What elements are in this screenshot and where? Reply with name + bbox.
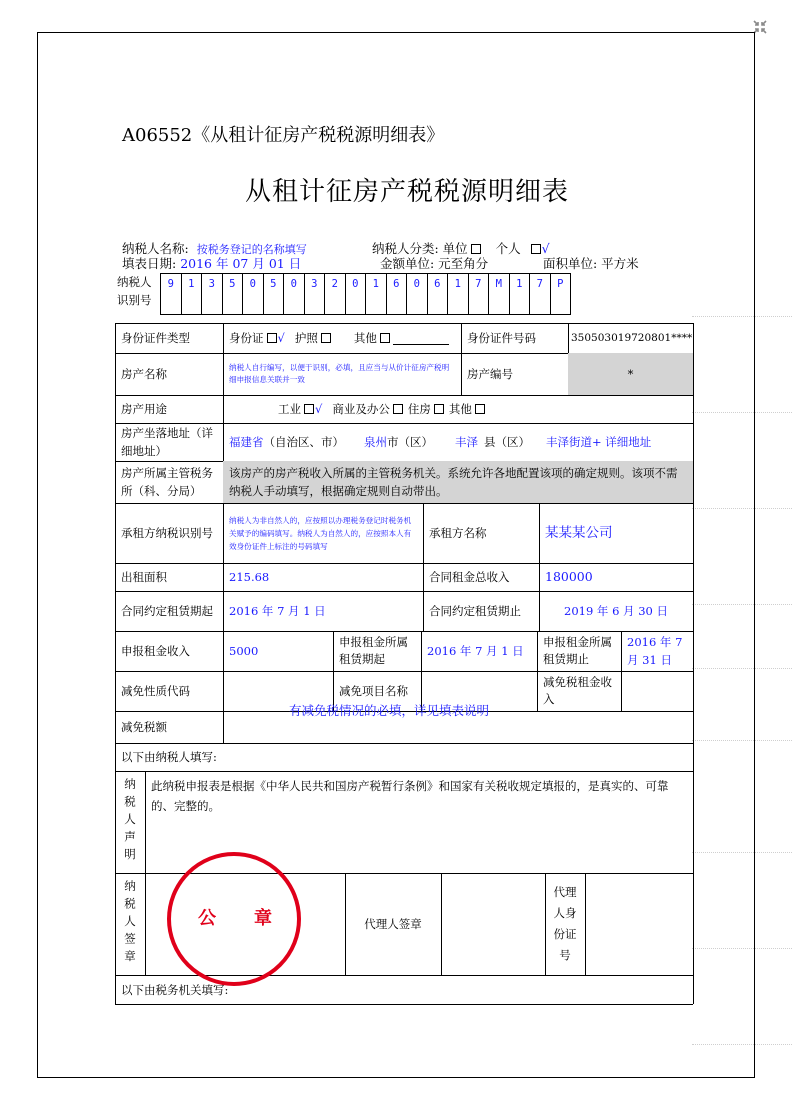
passport-label: 护照 xyxy=(294,331,318,345)
taxpayer-id-digit[interactable]: 5 xyxy=(223,274,244,314)
individual-label: 个人 xyxy=(495,241,521,256)
rent-area-value[interactable]: 215.68 xyxy=(229,570,270,584)
taxpayer-name-hint: 按税务登记的名称填写 xyxy=(196,243,307,256)
agent-id-label: 代理人身份证号 xyxy=(553,885,577,962)
fill-date-label: 填表日期: xyxy=(122,256,177,271)
other-id-label: 其他 xyxy=(353,331,377,345)
id-number-label: 身份证件号码 xyxy=(467,331,536,345)
official-stamp xyxy=(167,852,301,986)
taxpayer-type-label: 纳税人分类: 单位 xyxy=(372,241,468,256)
declared-start-label: 申报租金所属租赁期起 xyxy=(339,635,408,666)
address-county: 丰泽 xyxy=(455,435,478,449)
exempt-code-label: 减免性质代码 xyxy=(121,684,190,698)
check-mark: √ xyxy=(541,241,550,256)
contract-start-value[interactable]: 2016 年 7 月 1 日 xyxy=(229,604,326,618)
declaration-text: 此纳税申报表是根据《中华人民共和国房产税暂行条例》和国家有关税收规定填报的，是真实的、可靠的、完整的。 xyxy=(151,779,669,813)
taxpayer-id-digit[interactable]: 6 xyxy=(428,274,449,314)
property-name-label: 房产名称 xyxy=(121,367,167,381)
property-no-label: 房产编号 xyxy=(467,367,513,381)
check-mark: √ xyxy=(315,402,323,416)
signature-label-text: 纳税人签章 xyxy=(123,880,137,968)
agent-signature-area[interactable] xyxy=(441,873,545,975)
passport-checkbox[interactable] xyxy=(321,333,331,343)
page-title: 从租计征房产税税源明细表 xyxy=(244,177,569,207)
lessee-tin-hint[interactable]: 纳税人为非自然人的，应按照以办理税务登记时税务机关赋予的编码填写。纳税人为自然人的，应按照本人有效身份证件上标注的号码填写 xyxy=(229,515,412,551)
usage-industrial-checkbox[interactable] xyxy=(304,404,314,414)
taxpayer-id-digit[interactable]: 1 xyxy=(366,274,387,314)
table-rule xyxy=(693,323,694,1004)
declared-end-label: 申报租金所属租赁期止 xyxy=(543,635,612,666)
declaration-label xyxy=(115,771,145,873)
stamp-text-1: 公 xyxy=(198,908,216,929)
taxpayer-id-digit[interactable]: 0 xyxy=(284,274,305,314)
other-id-blank[interactable] xyxy=(393,332,449,345)
amount-unit: 金额单位: 元至角分 xyxy=(380,256,489,271)
exempt-note: 有减免税情况的必填，详见填表说明 xyxy=(289,703,490,718)
address-value[interactable] xyxy=(223,423,693,461)
rent-area-label: 出租面积 xyxy=(121,570,167,584)
exempt-item-label: 减免项目名称 xyxy=(339,684,408,698)
usage-label: 房产用途 xyxy=(121,402,167,416)
taxpayer-id-digit[interactable]: 3 xyxy=(202,274,223,314)
table-rule xyxy=(115,1004,693,1005)
check-mark: √ xyxy=(277,331,285,345)
address-street: 丰泽街道+ 详细地址 xyxy=(546,435,652,449)
area-unit: 面积单位: 平方米 xyxy=(543,256,639,271)
contract-start-label: 合同约定租赁期起 xyxy=(121,603,213,618)
address-county-suffix: 县（区） xyxy=(484,435,530,449)
taxpayer-id-digit[interactable]: 1 xyxy=(510,274,531,314)
address-city-suffix: 市（区） xyxy=(387,435,433,449)
tax-office-fill-label: 以下由税务机关填写: xyxy=(121,982,229,997)
taxpayer-id-label-2: 识别号 xyxy=(117,293,152,307)
exempt-rent-value[interactable] xyxy=(621,671,693,711)
taxpayer-id-digit[interactable]: M xyxy=(489,274,510,314)
lessee-name-value[interactable]: 某某某公司 xyxy=(545,525,613,541)
id-type-label: 身份证件类型 xyxy=(121,331,190,345)
contract-end-label: 合同约定租赁期止 xyxy=(429,604,521,618)
taxpayer-id-digit[interactable]: 0 xyxy=(346,274,367,314)
taxpayer-id-digit[interactable]: 9 xyxy=(161,274,182,314)
fill-date-value: 2016 年 07 月 01 日 xyxy=(180,256,302,271)
contract-total-value[interactable]: 180000 xyxy=(545,569,593,584)
lessee-name-label: 承租方名称 xyxy=(429,526,487,540)
taxpayer-id-digit[interactable]: 7 xyxy=(469,274,490,314)
taxpayer-name-label: 纳税人名称: xyxy=(122,241,189,256)
taxpayer-fill-label: 以下由纳税人填写: xyxy=(121,750,217,764)
individual-checkbox[interactable] xyxy=(531,244,541,254)
contract-end-value[interactable]: 2019 年 6 月 30 日 xyxy=(564,604,668,618)
usage-other-label: 其他 xyxy=(448,402,472,416)
property-no-value: * xyxy=(568,353,693,395)
stamp-text-2: 章 xyxy=(254,908,272,929)
declaration-label-text: 纳税人声明 xyxy=(123,778,137,866)
usage-residential-checkbox[interactable] xyxy=(434,404,444,414)
declared-rent-label: 申报租金收入 xyxy=(121,644,190,658)
lessee-tin-label: 承租方纳税识别号 xyxy=(121,526,213,540)
exempt-rent-label: 减免税租金收入 xyxy=(543,675,612,706)
taxpayer-id-digit[interactable]: 3 xyxy=(305,274,326,314)
exempt-amount-value[interactable] xyxy=(223,711,693,743)
taxpayer-id-digit[interactable]: 1 xyxy=(182,274,203,314)
tax-office-label: 房产所属主管税务所（科、分局） xyxy=(121,466,213,498)
declared-end-value[interactable]: 2016 年 7 月 31 日 xyxy=(627,635,683,667)
taxpayer-id-digit[interactable]: 0 xyxy=(243,274,264,314)
id-card-checkbox[interactable] xyxy=(267,333,277,343)
agent-signature-label: 代理人签章 xyxy=(364,917,422,931)
tax-office-note: 该房产的房产税收入所属的主管税务机关。系统允许各地配置该项的确定规则。该项不需纳税人手动填写，根据确定规则自动带出。 xyxy=(223,461,693,503)
taxpayer-id-digit[interactable]: 5 xyxy=(264,274,285,314)
signature-label xyxy=(115,873,145,975)
id-number-value[interactable]: 350503019720801**** xyxy=(571,332,693,344)
fill-date-row xyxy=(122,254,301,272)
taxpayer-id-digit[interactable]: 6 xyxy=(387,274,408,314)
usage-other-checkbox[interactable] xyxy=(475,404,485,414)
taxpayer-id-digit[interactable]: 7 xyxy=(530,274,551,314)
declared-rent-value[interactable]: 5000 xyxy=(229,644,259,658)
usage-industrial-label: 工业 xyxy=(278,402,301,416)
contract-total-label: 合同租金总收入 xyxy=(429,570,510,584)
address-region-suffix: （自治区、市） xyxy=(263,435,344,449)
declared-start-value[interactable]: 2016 年 7 月 1 日 xyxy=(427,644,524,658)
taxpayer-id-digit[interactable]: 2 xyxy=(325,274,346,314)
usage-options xyxy=(223,395,693,423)
exempt-amount-label: 减免税额 xyxy=(121,720,167,734)
taxpayer-id-digit[interactable]: 1 xyxy=(448,274,469,314)
taxpayer-id-digit[interactable]: 0 xyxy=(407,274,428,314)
id-card-label: 身份证 xyxy=(229,331,264,345)
address-label: 房产坐落地址（详细地址） xyxy=(121,426,213,458)
usage-commercial-checkbox[interactable] xyxy=(393,404,403,414)
agent-id-value[interactable] xyxy=(585,873,693,975)
usage-residential-label: 住房 xyxy=(407,402,431,416)
unit-checkbox[interactable] xyxy=(471,244,481,254)
id-type-options xyxy=(223,323,461,353)
other-id-checkbox[interactable] xyxy=(380,333,390,343)
taxpayer-id-digit[interactable]: P xyxy=(551,274,572,314)
property-name-hint[interactable]: 纳税人自行编写，以便于识别，必填，且应当与从价计征房产税明细申报信息关联并一致 xyxy=(229,362,450,384)
taxpayer-id-label-1: 纳税人 xyxy=(117,275,152,289)
address-city: 泉州 xyxy=(364,435,387,449)
document-code-title: A06552《从租计征房产税税源明细表》 xyxy=(122,125,445,146)
usage-commercial-label: 商业及办公 xyxy=(332,402,390,416)
address-province: 福建省 xyxy=(229,435,264,449)
